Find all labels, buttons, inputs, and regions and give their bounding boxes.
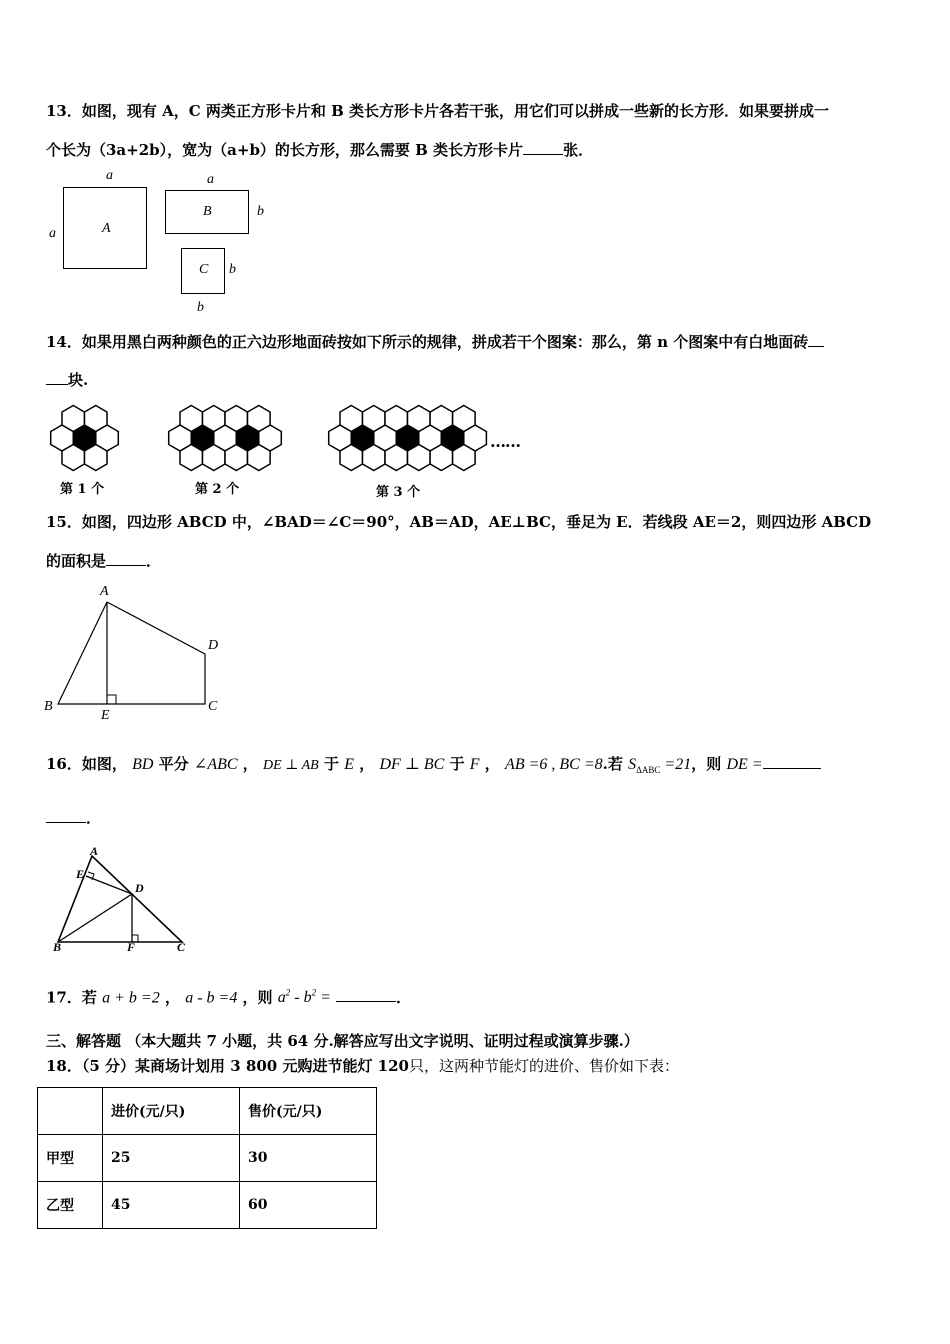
card-b-side-label: b bbox=[257, 204, 264, 219]
card-c-side-label: b bbox=[229, 262, 236, 277]
q18-normal-text: 只，这两种节能灯的进价、售价如下表： bbox=[408, 1057, 679, 1075]
section-3-note: （本大题共 7 小题，共 64 分.解答应写出文字说明、证明过程或演算步骤.） bbox=[126, 1032, 639, 1050]
white-hexagon-tile bbox=[385, 406, 408, 432]
pattern-caption-3: 第 3 个 bbox=[376, 485, 421, 500]
q17-math-expr bbox=[278, 989, 331, 1006]
table-cell: 甲型 bbox=[38, 1135, 103, 1182]
white-hexagon-tile bbox=[408, 445, 431, 471]
white-hexagon-tile bbox=[85, 445, 108, 471]
white-hexagon-tile bbox=[408, 406, 431, 432]
white-hexagon-tile bbox=[453, 445, 476, 471]
q15-point-e: E bbox=[101, 708, 110, 723]
q16-point-e: E bbox=[76, 867, 85, 881]
white-hexagon-tile bbox=[363, 445, 386, 471]
q15-point-d: D bbox=[208, 638, 219, 653]
q16-math-angle: ∠ABC bbox=[193, 756, 238, 773]
ellipsis: …… bbox=[490, 432, 520, 451]
q17-end: ． bbox=[396, 988, 412, 1007]
hexagon-patterns bbox=[40, 398, 540, 482]
q14-line2 bbox=[46, 368, 88, 391]
q16-point-b: B bbox=[53, 940, 62, 954]
q17-blank bbox=[336, 985, 396, 1002]
white-hexagon-tile bbox=[62, 445, 85, 471]
q16-math-df-perp: DF ⊥ BC bbox=[379, 756, 445, 773]
q16-triangle-figure bbox=[50, 846, 200, 951]
white-hexagon-tile bbox=[203, 406, 226, 432]
q18-line bbox=[46, 1055, 679, 1077]
q17-expr-b: - b bbox=[290, 989, 312, 1007]
q17-expr-a: a bbox=[277, 989, 286, 1007]
q15-line1: 15．如图，四边形 ABCD 中，∠BAD＝∠C＝90°，AB＝AD，AE⊥BC，垂足为 E．若线段 AE＝2，则四边形 ABCD bbox=[46, 513, 872, 531]
q15-point-a: A bbox=[100, 584, 109, 599]
q13-line1: 13．如图，现有 A，C 两类正方形卡片和 B 类长方形卡片各若干张，用它们可以拼成一些新的长方形．如果要拼成一 bbox=[46, 102, 830, 120]
white-hexagon-tile bbox=[180, 445, 203, 471]
white-hexagon-tile bbox=[385, 445, 408, 471]
q15-line2 bbox=[46, 549, 161, 572]
q16-area-s: S bbox=[628, 756, 637, 773]
q16-point-d: D bbox=[135, 881, 144, 895]
q17-math-diff: a - b =4 bbox=[185, 989, 238, 1007]
white-hexagon-tile bbox=[430, 406, 453, 432]
q15-line2-text: 的面积是 bbox=[46, 552, 107, 570]
q15-point-c: C bbox=[208, 699, 218, 714]
q14-blank-a bbox=[808, 330, 824, 347]
q16-text-at-f: 于 bbox=[449, 755, 465, 773]
q17-prefix: 17．若 bbox=[46, 988, 97, 1007]
section-3-heading bbox=[46, 1030, 639, 1052]
q16-math-de-perp: DE ⊥ AB bbox=[263, 758, 319, 773]
q16-line2 bbox=[46, 806, 101, 829]
card-a-side-label: a bbox=[49, 226, 56, 241]
q16-math-lengths: AB =6 , BC =8 bbox=[505, 756, 603, 773]
white-hexagon-tile bbox=[62, 406, 85, 432]
white-hexagon-tile bbox=[248, 445, 271, 471]
white-hexagon-tile bbox=[340, 406, 363, 432]
q17-text-then: ，则 bbox=[242, 988, 273, 1007]
q16-blank-a bbox=[763, 752, 821, 769]
q16-point-c: C bbox=[177, 940, 186, 954]
white-hexagon-tile bbox=[203, 445, 226, 471]
table-row bbox=[38, 1182, 377, 1229]
q17-math-sum: a + b =2 bbox=[102, 989, 160, 1007]
q14-blank-b bbox=[46, 368, 68, 385]
pattern-caption-2: 第 2 个 bbox=[195, 482, 240, 497]
q16-text-then: ，则 bbox=[691, 755, 722, 773]
q17-line bbox=[46, 982, 411, 1009]
card-b-label: B bbox=[203, 204, 212, 219]
white-hexagon-tile bbox=[225, 445, 248, 471]
q16-text-bisects: 平分 bbox=[158, 755, 189, 773]
table-header-row bbox=[38, 1088, 377, 1135]
q16-math-de: DE = bbox=[726, 756, 763, 773]
q15-blank bbox=[106, 549, 146, 566]
table-header-cell: 进价(元/只) bbox=[103, 1088, 240, 1135]
table-cell: 60 bbox=[240, 1182, 377, 1229]
card-c-label: C bbox=[199, 262, 209, 277]
white-hexagon-tile bbox=[180, 406, 203, 432]
white-hexagon-tile bbox=[248, 406, 271, 432]
table-cell: 45 bbox=[103, 1182, 240, 1229]
white-hexagon-tile bbox=[340, 445, 363, 471]
q18-bold-text: 18．（5 分）某商场计划用 3 800 元购进节能灯 120 bbox=[46, 1057, 409, 1075]
table-cell: 乙型 bbox=[38, 1182, 103, 1229]
q16-math-f: F bbox=[469, 756, 480, 773]
white-hexagon-tile bbox=[363, 406, 386, 432]
q16-blank-b bbox=[46, 806, 86, 823]
q17-expr-eq: = bbox=[316, 989, 331, 1007]
q16-sep2: ， bbox=[359, 755, 375, 773]
q16-point-f: F bbox=[127, 940, 136, 954]
q17-sep1: ， bbox=[164, 988, 180, 1007]
price-table bbox=[37, 1087, 377, 1229]
card-b-top-label: a bbox=[207, 172, 214, 187]
q14-line2-text: 块. bbox=[68, 371, 89, 389]
q13-blank bbox=[523, 138, 563, 155]
q16-prefix: 16．如图， bbox=[46, 755, 127, 773]
q13-line2-end: 张． bbox=[563, 141, 594, 159]
q16-area-value: =21 bbox=[664, 756, 692, 773]
q16-math-bd: BD bbox=[132, 756, 154, 773]
table-cell: 30 bbox=[240, 1135, 377, 1182]
q16-sep3: ， bbox=[484, 755, 500, 773]
q13-line2-text: 个长为（3a+2b），宽为（a+b）的长方形，那么需要 B 类长方形卡片 bbox=[46, 141, 524, 159]
q16-line1 bbox=[46, 752, 821, 781]
q15-line2-end: ． bbox=[146, 552, 162, 570]
q14-line1 bbox=[46, 330, 824, 353]
q15-point-b: B bbox=[44, 699, 53, 714]
table-row bbox=[38, 1135, 377, 1182]
q16-math-e: E bbox=[344, 756, 354, 773]
q16-sep1: ， bbox=[242, 755, 258, 773]
q16-area-sub: ΔABC bbox=[636, 765, 661, 776]
q17-expr-b-exp: 2 bbox=[311, 988, 317, 998]
table-cell: 25 bbox=[103, 1135, 240, 1182]
q14-line1-text: 14．如果用黑白两种颜色的正六边形地面砖按如下所示的规律，拼成若干个图案：那么，第 n 个图案中有白地面砖 bbox=[46, 333, 809, 351]
q16-text-at-e: 于 bbox=[323, 755, 339, 773]
card-a-label: A bbox=[102, 221, 111, 236]
q17-expr-a-exp: 2 bbox=[285, 988, 291, 998]
white-hexagon-tile bbox=[225, 406, 248, 432]
white-hexagon-tile bbox=[85, 406, 108, 432]
card-a-top-label: a bbox=[106, 168, 113, 183]
white-hexagon-tile bbox=[430, 445, 453, 471]
white-hexagon-tile bbox=[453, 406, 476, 432]
table-header-cell: 售价(元/只) bbox=[240, 1088, 377, 1135]
pattern-caption-1: 第 1 个 bbox=[60, 482, 105, 497]
q16-text-if: .若 bbox=[602, 755, 623, 773]
q16-end: ． bbox=[86, 809, 102, 827]
table-header-cell bbox=[38, 1088, 103, 1135]
section-3-title: 三、解答题 bbox=[46, 1032, 122, 1050]
q16-point-a: A bbox=[90, 844, 99, 858]
q13-line2 bbox=[46, 138, 593, 161]
card-c-bottom-label: b bbox=[197, 300, 204, 315]
q16-math-area bbox=[628, 756, 692, 776]
